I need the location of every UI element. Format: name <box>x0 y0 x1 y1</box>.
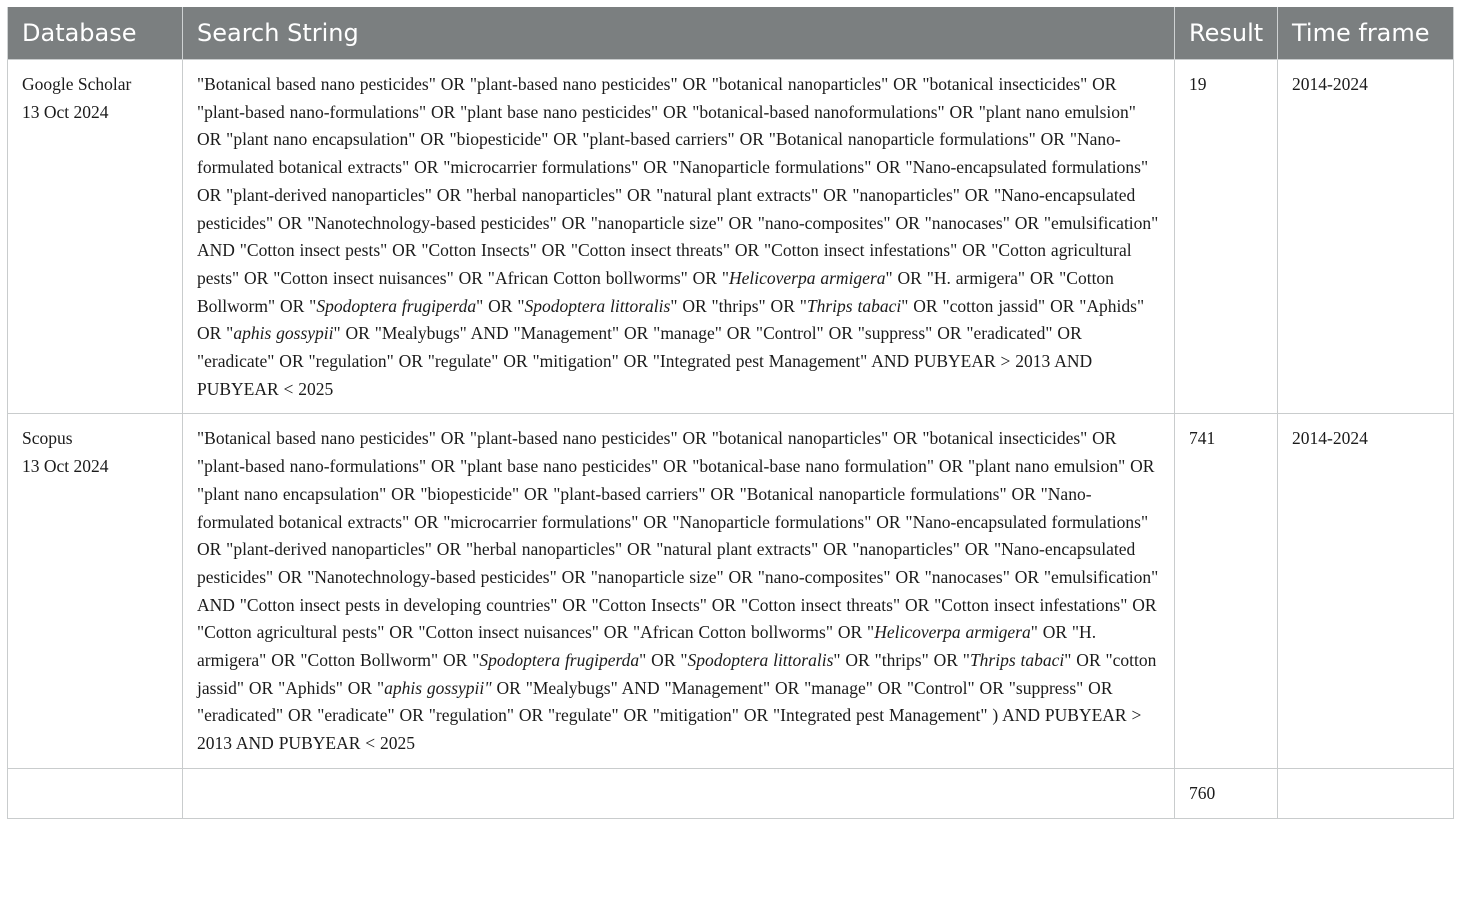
species-name-italic: Helicoverpa armigera <box>874 622 1031 643</box>
total-time-frame-cell <box>1278 768 1454 818</box>
result-cell: 19 <box>1175 60 1278 414</box>
search-text-segment: " OR "cotton jassid" OR "Aphids" OR " <box>197 295 1145 344</box>
search-strategy-table <box>7 7 1454 819</box>
table-row <box>8 414 1454 768</box>
species-name-italic: Spodoptera frugiperda <box>479 650 640 671</box>
table-header-row <box>8 7 1454 60</box>
search-date: 13 Oct 2024 <box>22 456 109 477</box>
search-text-segment: " OR "H. armigera" OR "Cotton Bollworm" OR " <box>197 267 1114 316</box>
search-text-segment: OR "Mealybugs" AND "Management" OR "manage" OR "Control" OR "suppress" OR "eradicated" OR "eradicate" OR "regulation" OR "regulate" OR "mitigation" OR "Integrated pest Management" ) AND PUBYEAR > 2013 AND PUBYEAR < 2025 <box>197 677 1142 754</box>
header-time-frame: Time frame <box>1278 7 1454 60</box>
search-text-segment: "Botanical based nano pesticides" OR "plant-based nano pesticides" OR "botanical nanoparticles" OR "botanical insecticides" OR "plant-based nano-formulations" OR "plant base nano pesticides" OR "botanical-based nanoformulations" OR "plant nano emulsion" OR "plant nano encapsulation" OR "biopesticide" OR "plant-based carriers" OR "Botanical nanoparticle formulations" OR "Nano-formulated botanical extracts" OR "microcarrier formulations" OR "Nanoparticle formulations" OR "Nano-encapsulated formulations" OR "plant-derived nanoparticles" OR "herbal nanoparticles" OR "natural plant extracts" OR "nanoparticles" OR "Nano-encapsulated pesticides" OR "Nanotechnology-based pesticides" OR "nanoparticle size" OR "nano-composites" OR "nanocases" OR "emulsification" AND "Cotton insect pests" OR "Cotton Insects" OR "Cotton insect threats" OR "Cotton insect infestations" OR "Cotton agricultural pests" OR "Cotton insect nuisances" OR "African Cotton bollworms" OR " <box>197 74 1159 288</box>
species-name-italic: Thrips tabaci <box>806 295 902 316</box>
time-frame-cell: 2014-2024 <box>1278 60 1454 414</box>
total-database-cell <box>8 768 183 818</box>
result-cell: 741 <box>1175 414 1278 768</box>
search-string-cell <box>183 60 1175 414</box>
species-name-italic: aphis gossypii <box>233 323 334 344</box>
database-name: Scopus <box>22 428 73 449</box>
search-text-segment: " OR "thrips" OR " <box>670 295 807 316</box>
header-database: Database <box>8 7 183 60</box>
total-row <box>8 768 1454 818</box>
species-name-italic: Helicoverpa armigera <box>729 267 886 288</box>
search-text-segment: " OR " <box>639 650 688 671</box>
species-name-italic: Spodoptera frugiperda <box>316 295 477 316</box>
database-name: Google Scholar <box>22 74 132 94</box>
search-text-segment: " OR "H. armigera" OR "Cotton Bollworm" OR " <box>197 622 1097 671</box>
species-name-italic: Spodoptera littoralis <box>687 650 834 671</box>
table-row <box>8 60 1454 414</box>
search-text-segment: "Botanical based nano pesticides" OR "plant-based nano pesticides" OR "botanical nanoparticles" OR "botanical insecticides" OR "plant-based nano-formulations" OR "plant base nano pesticides" OR "botanical-base nano formulation" OR "plant nano emulsion" OR "plant nano encapsulation" OR "biopesticide" OR "plant-based carriers" OR "Botanical nanoparticle formulations" OR "Nano-formulated botanical extracts" OR "microcarrier formulations" OR "Nanoparticle formulations" OR "Nano-encapsulated formulations" OR "plant-derived nanoparticles" OR "herbal nanoparticles" OR "natural plant extracts" OR "nanoparticles" OR "Nano-encapsulated pesticides" OR "Nanotechnology-based pesticides" OR "nanoparticle size" OR "nano-composites" OR "nanocases" OR "emulsification" AND "Cotton insect pests in developing countries" OR "Cotton Insects" OR "Cotton insect threats" OR "Cotton insect infestations" OR "Cotton agricultural pests" OR "Cotton insect nuisances" OR "African Cotton bollworms" OR " <box>197 428 1159 643</box>
total-search-cell <box>183 768 1175 818</box>
search-text-segment: " OR "thrips" OR " <box>833 650 970 671</box>
search-text-segment: " OR "Mealybugs" AND "Management" OR "manage" OR "Control" OR "suppress" OR "eradicated" OR "eradicate" OR "regulation" OR "regulate" OR "mitigation" OR "Integrated pest Management" AND PUBYEAR > 2013 AND PUBYEAR < 2025 <box>197 323 1093 399</box>
search-strategy-table-container <box>7 7 1453 819</box>
search-date: 13 Oct 2024 <box>22 101 109 122</box>
species-name-italic: aphis gossypii" <box>384 677 492 698</box>
header-search-string: Search String <box>183 7 1175 60</box>
species-name-italic: Spodoptera littoralis <box>524 295 671 316</box>
database-cell <box>8 414 183 768</box>
search-text-segment: " OR " <box>476 295 525 316</box>
header-result: Result <box>1175 7 1278 60</box>
database-cell <box>8 60 183 414</box>
time-frame-cell: 2014-2024 <box>1278 414 1454 768</box>
total-result-cell: 760 <box>1175 768 1278 818</box>
species-name-italic: Thrips tabaci <box>969 650 1065 671</box>
search-text-segment: " OR "cotton jassid" OR "Aphids" OR " <box>197 650 1157 698</box>
search-string-cell <box>183 414 1175 768</box>
